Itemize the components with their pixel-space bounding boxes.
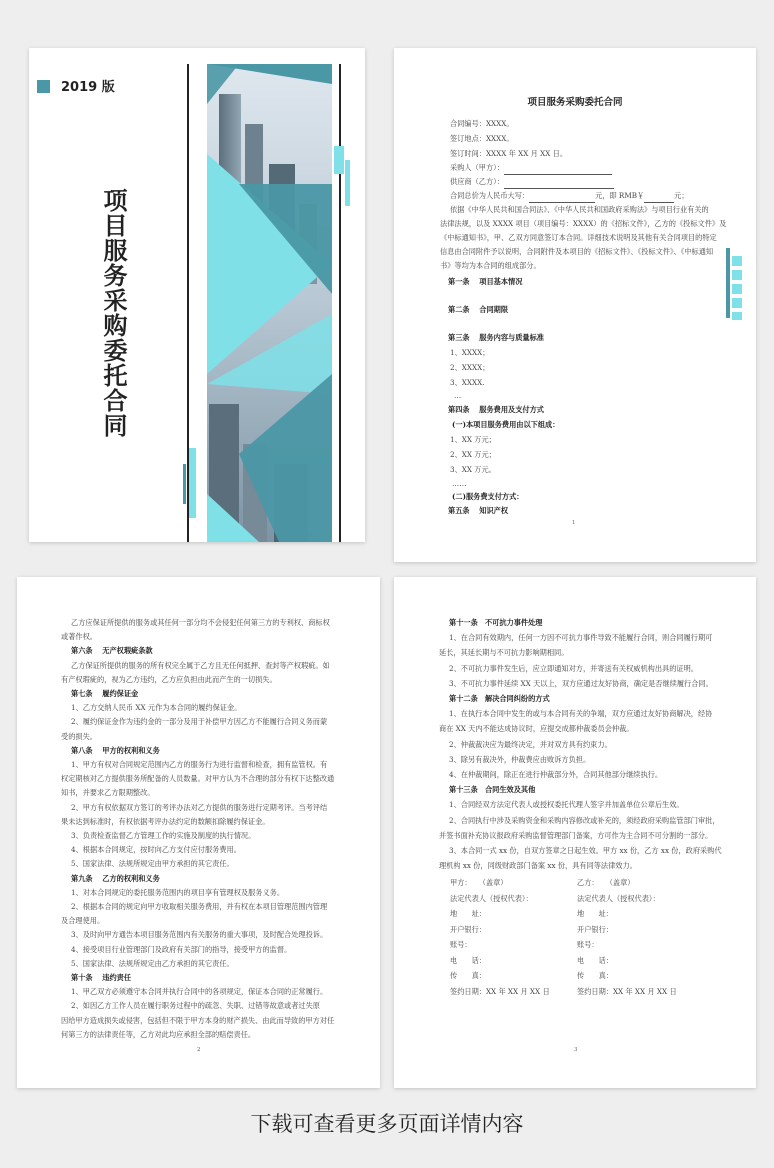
body-text-line: 2、合同执行中涉及采购资金和采购内容修改或补充的，须经政府采购监管部门审批， xyxy=(449,815,720,825)
article-3-heading: 第三条 服务内容与质量标准 xyxy=(448,333,544,342)
body-text-line: 1、对本合同规定的委托服务范围内的项目享有管理权及服务义务。 xyxy=(71,887,285,897)
signature-field: 传 真： xyxy=(450,971,486,980)
body-text-line: 并签书面补充协议报政府采购监督管理部门备案，方可作为主合同不可分割的一部分。 xyxy=(439,830,713,840)
body-text-line: 2、不可抗力事件发生后，应立即通知对方，并寄送有关权威机构出具的证明。 xyxy=(449,663,698,673)
body-text-line: 4、根据本合同规定，按时向乙方支付应付服务费用。 xyxy=(71,845,241,855)
article-heading: 第六条 无产权瑕疵条款 xyxy=(71,646,153,656)
body-text-line: 1、在合同有效期内，任何一方因不可抗力事件导致不能履行合同，则合同履行期可 xyxy=(449,633,713,643)
service-item: 3、XXXX. xyxy=(450,378,485,387)
article-heading: 第十条 违约责任 xyxy=(71,973,132,982)
body-text-line: 何第三方的法律责任等，乙方对此均应承担全部的赔偿责任。 xyxy=(61,1029,256,1039)
cover-page xyxy=(29,48,365,542)
body-text-line: 权定期核对乙方提供服务所配备的人员数量。对甲方认为不合理的部分有权下达整改通 xyxy=(61,774,335,784)
body-text-line: 2、根据本合同的规定向甲方收取相关服务费用，并有权在本项目管理范围内管理 xyxy=(71,902,328,911)
body-text-line: 3、负责检查监督乙方管理工作的实施及制度的执行情况。 xyxy=(71,831,256,840)
cover-artwork xyxy=(179,64,359,542)
body-text-line: 3、除另有裁决外，仲裁费应由败诉方负担。 xyxy=(449,754,591,764)
body-text-line: 4、接受项目行业管理部门及政府有关部门的指导，接受甲方的监督。 xyxy=(71,944,292,954)
sign-place: 签订地点：XXXX。 xyxy=(450,134,514,143)
service-item: 2、XXXX； xyxy=(450,363,490,372)
signature-field: 开户银行： xyxy=(450,924,486,934)
service-item: … xyxy=(454,391,462,400)
body-text-line: 1、甲乙双方必须遵守本合同并执行合同中的各项规定，保证本合同的正常履行。 xyxy=(71,987,328,997)
article-1-heading: 第一条 项目基本情况 xyxy=(448,277,523,286)
body-text-line: 1、在执行本合同中发生的或与本合同有关的争端，双方应通过友好协商解决，经协 xyxy=(449,709,713,719)
year-badge-square xyxy=(37,80,50,93)
body-text-line: 1、合同经双方法定代表人或授权委托代理人签字并加盖单位公章后生效。 xyxy=(449,800,684,810)
body-text-line: 5、国家法律、法规所规定由甲方承担的其它责任。 xyxy=(71,859,234,869)
signature-field: 地 址： xyxy=(450,909,486,918)
page-number: 1 xyxy=(572,520,576,526)
preamble-line: 信息由合同附件予以说明，合同附件及本项目的《招标文件》、《投标文件》、《中标通知 xyxy=(440,247,714,256)
contract-page-1 xyxy=(394,48,756,562)
body-text-line: 商在 XX 天内不能达成协议时，应提交成都仲裁委员会仲裁。 xyxy=(439,724,634,734)
fee-item: 1、XX 万元； xyxy=(450,435,496,444)
body-text-line: 乙方保证所提供的服务的所有权完全属于乙方且无任何抵押、查封等产权瑕疵。如 xyxy=(71,660,330,670)
body-text-line: 2、甲方有权依据双方签订的考评办法对乙方提供的服务进行定期考评。当考评结 xyxy=(71,802,328,812)
body-text-line: 理机构 xx 份，同级财政部门备案 xx 份，具有同等法律效力。 xyxy=(439,861,637,871)
article-heading: 第九条 乙方的权利和义务 xyxy=(71,873,160,883)
body-text-line: 3、不可抗力事件延续 XX 天以上，双方应通过友好协商，确定是否继续履行合同。 xyxy=(449,678,713,688)
page-number: 2 xyxy=(197,1047,201,1053)
body-text-line: 5、国家法律、法规所规定由乙方承担的其它责任。 xyxy=(71,958,234,968)
cover-year-label: 2019 版 xyxy=(61,80,115,95)
body-text-line: 2、仲裁裁决应为最终决定，并对双方具有约束力。 xyxy=(449,739,612,749)
teal-accent-bars xyxy=(726,248,756,328)
article-heading: 第十三条 合同生效及其他 xyxy=(449,785,536,795)
signature-field: 签约日期：XX 年 XX 月 XX 日 xyxy=(577,986,677,996)
fee-item: 3、XX 万元。 xyxy=(450,465,496,474)
body-text-line: 果未达到标准时，有权依据考评办法约定的数额扣除履约保证金。 xyxy=(61,816,270,826)
body-text-line: 因给甲方造成损失或侵害，包括但不限于甲方本身的财产损失、由此而导致的甲方对任 xyxy=(61,1015,335,1025)
body-text-line: 4、在仲裁期间，除正在进行仲裁部分外，合同其他部分继续执行。 xyxy=(449,770,663,779)
signature-field: 法定代表人（授权代表）： xyxy=(577,893,660,903)
article-heading: 第七条 履约保证金 xyxy=(71,689,139,698)
signature-field: 乙方： （盖章） xyxy=(577,878,635,887)
frame-line-left xyxy=(187,64,189,542)
article-heading: 第十一条 不可抗力事件处理 xyxy=(449,618,543,627)
body-text-line: 延长，其延长期与不可抗力影响期相同。 xyxy=(439,648,569,658)
preamble-line: 书》等均为本合同的组成部分。 xyxy=(440,261,541,270)
signature-field: 传 真： xyxy=(577,971,613,980)
fee-subheading: (一)本项目服务费用由以下组成： xyxy=(452,420,560,429)
signature-field: 地 址： xyxy=(577,909,613,918)
frame-line-right xyxy=(339,64,341,542)
article-4-heading: 第四条 服务费用及支付方式 xyxy=(448,405,544,414)
body-text-line: 及合理使用。 xyxy=(61,916,105,926)
party-a-line: 采购人（甲方）： xyxy=(450,162,612,175)
signature-field: 账号： xyxy=(450,940,472,949)
payment-subheading: (二)服务费支付方式： xyxy=(452,492,524,501)
contract-title: 项目服务采购委托合同 xyxy=(527,97,623,108)
preamble-line: 法律法规，以及 XXXX 项目（项目编号：XXXX）的《招标文件》，乙方的《投标文件》及 xyxy=(440,219,727,228)
body-text-line: 2、如因乙方工作人员在履行职务过程中的疏忽、失职、过错等故意或者过失原 xyxy=(71,1001,320,1011)
body-text-line: 受的损失。 xyxy=(61,731,97,741)
contract-total: 合同总价为人民币大写： 元，即 RMB￥ 元； xyxy=(450,190,689,203)
body-text-line: 乙方应保证所提供的服务或其任何一部分均不会侵犯任何第三方的专利权、商标权 xyxy=(71,618,330,627)
signature-field: 电 话： xyxy=(577,955,613,965)
cover-title: 项目服务采购委托合同 xyxy=(99,188,127,438)
service-item: 1、XXXX； xyxy=(450,348,490,357)
download-caption: 下载可查看更多页面详情内容 xyxy=(250,1112,524,1136)
body-text-line: 1、乙方交纳人民币 XX 元作为本合同的履约保证金。 xyxy=(71,703,242,713)
contract-page-3 xyxy=(394,577,756,1088)
article-heading: 第八条 甲方的权利和义务 xyxy=(71,745,160,755)
body-text-line: 2、履约保证金作为违约金的一部分及用于补偿甲方因乙方不能履行合同义务而蒙 xyxy=(71,717,328,727)
body-text-line: 知书，并要求乙方限期整改。 xyxy=(61,788,155,798)
sign-time: 签订时间：XXXX 年 XX 月 XX 日。 xyxy=(450,149,568,158)
party-b-line: 供应商（乙方）： xyxy=(450,176,614,189)
preamble-line: 依据《中华人民共和国合同法》、《中华人民共和国政府采购法》与项目行业有关的 xyxy=(450,205,709,214)
signature-field: 甲方： （盖章） xyxy=(450,878,508,887)
fee-item: 2、XX 万元； xyxy=(450,450,496,459)
signature-field: 电 话： xyxy=(450,955,486,965)
body-text-line: 或著作权。 xyxy=(61,632,97,642)
page-number: 3 xyxy=(574,1047,578,1053)
article-heading: 第十二条 解决合同纠纷的方式 xyxy=(449,694,550,703)
body-text-line: 3、本合同一式 xx 份，自双方签章之日起生效。甲方 xx 份，乙方 xx 份，政府采购代 xyxy=(449,846,722,855)
contract-number: 合同编号：XXXX。 xyxy=(450,119,514,128)
article-2-heading: 第二条 合同期限 xyxy=(448,305,509,314)
signature-field: 开户银行： xyxy=(577,924,613,934)
body-text-line: 3、及时向甲方通告本项目服务范围内有关服务的重大事项，及时配合处理投诉。 xyxy=(71,930,328,940)
article-5-heading: 第五条 知识产权 xyxy=(448,506,509,515)
body-text-line: 有产权瑕疵的，视为乙方违约，乙方应负担由此而产生的一切损失。 xyxy=(61,674,277,684)
preamble-line: 《中标通知书》，甲、乙双方同意签订本合同。详细技术说明及其他有关合同项目的特定 xyxy=(440,233,717,242)
signature-field: 账号： xyxy=(577,940,599,949)
body-text-line: 1、甲方有权对合同规定范围内乙方的服务行为进行监督和检查，拥有监管权。有 xyxy=(71,760,328,769)
contract-page-2 xyxy=(17,577,380,1088)
signature-field: 签约日期：XX 年 XX 月 XX 日 xyxy=(450,986,550,996)
fee-item: …… xyxy=(452,479,467,488)
signature-field: 法定代表人（授权代表）： xyxy=(450,893,533,903)
